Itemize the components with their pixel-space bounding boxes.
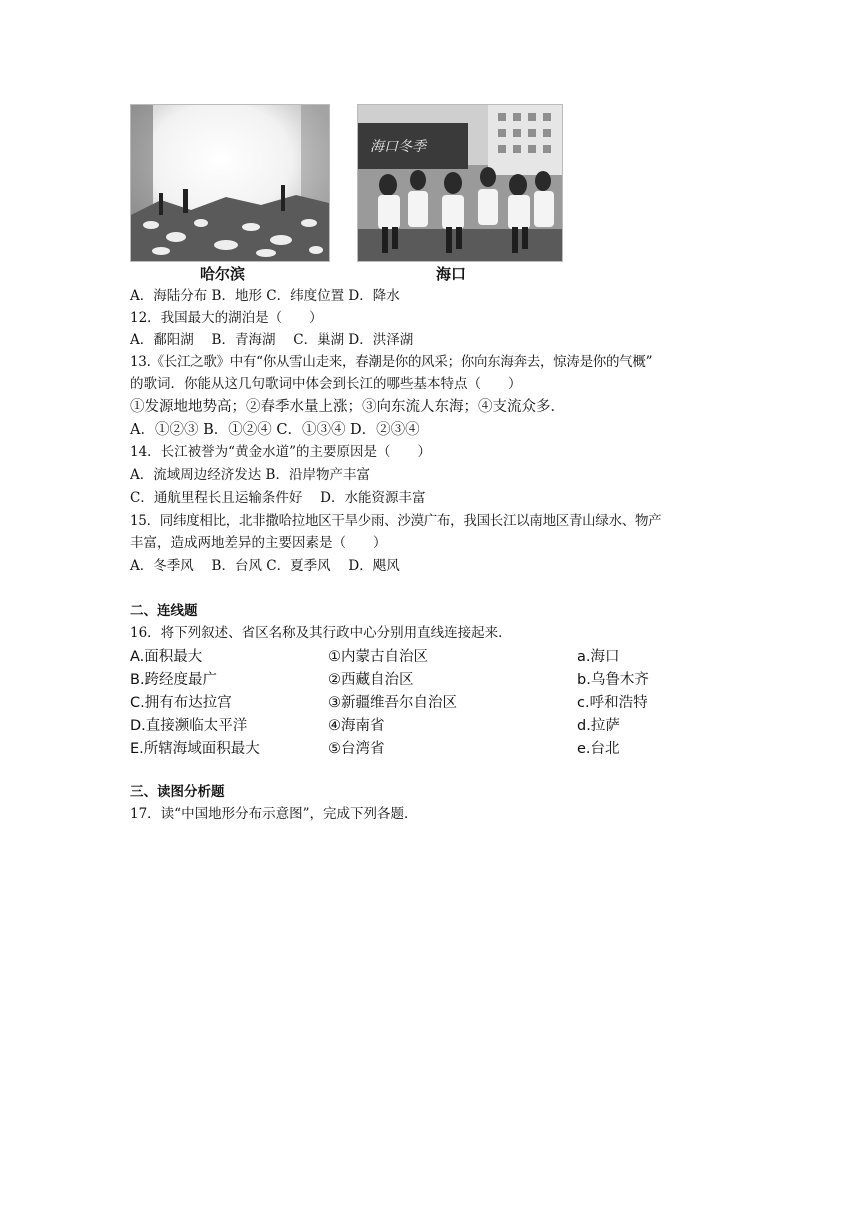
section2-title: 二、连线题: [130, 603, 198, 619]
q12-options: A．鄱阳湖 B．青海湖 C．巢湖 D．洪泽湖: [130, 332, 414, 348]
harbin-photo: [130, 104, 330, 262]
q14-stem: 14．长江被誉为“黄金水道”的主要原因是（ ）: [130, 444, 431, 460]
q15-options: A．冬季风 B．台风 C．夏季风 D．飓风: [130, 558, 400, 574]
q14-options-2: C．通航里程长且运输条件好 D．水能资源丰富: [130, 490, 426, 506]
match-right-item: b.乌鲁木齐: [577, 672, 649, 688]
match-left-item: B.跨经度最广: [130, 672, 218, 688]
match-middle-item: ⑤台湾省: [328, 741, 385, 757]
q14-options-1: A．流域周边经济发达 B．沿岸物产丰富: [130, 467, 370, 483]
section3-title: 三、读图分析题: [130, 784, 225, 800]
match-middle-item: ③新疆维吾尔自治区: [328, 695, 457, 711]
haikou-caption: 海口: [436, 265, 467, 283]
match-middle-item: ①内蒙古自治区: [328, 649, 428, 665]
q16-stem: 16．将下列叙述、省区名称及其行政中心分别用直线连接起来．: [130, 625, 512, 641]
q13-stem-line1: 13.《长江之歌》中有“你从雪山走来，春潮是你的风采；你向东海奔去，惊涛是你的气概”: [130, 354, 653, 370]
q13-stem-line2: 的歌词．你能从这几句歌词中体会到长江的哪些基本特点（ ）: [130, 376, 522, 392]
street-crowd-image: [358, 105, 562, 261]
q11-options: A．海陆分布 B．地形 C．纬度位置 D．降水: [130, 288, 400, 304]
haikou-photo: [357, 104, 563, 262]
match-left-item: D.直接濒临太平洋: [130, 718, 248, 734]
q13-items: ①发源地地势高；②春季水量上涨；③向东流人东海；④支流众多．: [130, 399, 565, 415]
q15-stem-line1: 15．同纬度相比，北非撒哈拉地区干旱少雨、沙漠广布，我国长江以南地区青山绿水、物产: [130, 513, 662, 529]
match-right-item: e.台北: [577, 741, 620, 757]
q17-stem: 17．读“中国地形分布示意图”，完成下列各题．: [130, 806, 418, 822]
match-left-item: C.拥有布达拉宫: [130, 695, 232, 711]
match-left-item: A.面积最大: [130, 649, 203, 665]
match-right-item: c.呼和浩特: [577, 695, 648, 711]
harbin-caption: 哈尔滨: [200, 265, 246, 283]
q12-stem: 12．我国最大的湖泊是（ ）: [130, 310, 323, 326]
q13-options: A．①②③ B．①②④ C．①③④ D．②③④: [130, 422, 420, 438]
snow-scene-image: [131, 105, 329, 261]
match-right-item: a.海口: [577, 649, 620, 665]
q15-stem-line2: 丰富，造成两地差异的主要因素是（ ）: [130, 535, 387, 551]
match-middle-item: ④海南省: [328, 718, 385, 734]
match-right-item: d.拉萨: [577, 718, 620, 734]
banner-text: 海口冬季: [370, 139, 426, 155]
match-left-item: E.所辖海域面积最大: [130, 741, 260, 757]
match-middle-item: ②西藏自治区: [328, 672, 414, 688]
